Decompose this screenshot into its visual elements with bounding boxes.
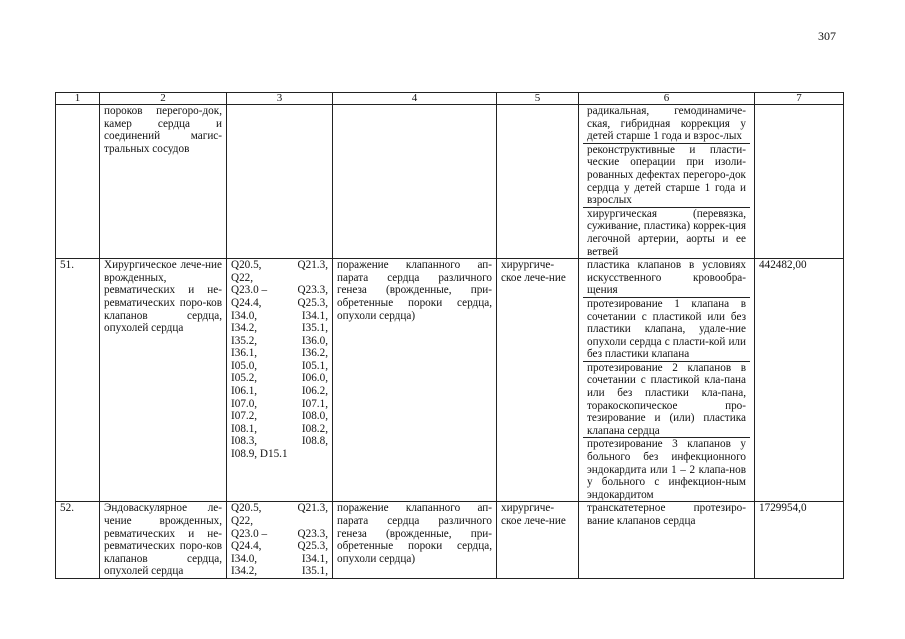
- icd-code: I06.2,: [301, 385, 328, 398]
- column-number: 5: [497, 93, 579, 105]
- icd-code-line: [231, 448, 328, 461]
- icd-code: I34.0,: [231, 309, 258, 322]
- medical-procedures-table: [55, 92, 844, 579]
- icd-code-line: [231, 372, 328, 385]
- icd-code: I34.2,: [231, 565, 258, 578]
- icd-code: Q21.3,: [297, 502, 328, 515]
- icd-code: I05.2,: [231, 372, 258, 385]
- icd-code: I08.9, D15.1: [231, 448, 288, 461]
- icd-code-line: [231, 540, 328, 553]
- icd-code-line: [231, 528, 328, 541]
- icd-codes: [227, 105, 333, 259]
- icd-code: I07.1,: [301, 397, 328, 410]
- icd-code: I34.1,: [301, 552, 328, 565]
- icd-code: I08.2,: [301, 422, 328, 435]
- icd-code: I08.0,: [301, 410, 328, 423]
- treatment-method: транскатетерное протезиро-вание клапанов сердца: [587, 502, 746, 527]
- icd-code: Q24.4,: [231, 296, 262, 309]
- icd-code: Q25.3,: [297, 540, 328, 553]
- icd-code: I34.1,: [301, 309, 328, 322]
- icd-code: I08.1,: [231, 422, 258, 435]
- icd-code-line: [231, 310, 328, 323]
- column-number: 6: [579, 93, 755, 105]
- icd-code: Q23.0 –: [231, 284, 268, 297]
- icd-code-line: [231, 360, 328, 373]
- icd-code: I05.0,: [231, 359, 258, 372]
- treatment-method: реконструктивные и пласти-ческие операции при изоли-рованных дефектах перегоро-док сердца у детей старше 1 года и взрослых: [583, 144, 750, 208]
- icd-code: I34.2,: [231, 322, 258, 335]
- icd-code: I06.0,: [301, 372, 328, 385]
- treatment-method: пластика клапанов в условиях искусственного кровообра-щения: [583, 259, 750, 298]
- treatment-type: [497, 105, 579, 259]
- row-number: 52.: [56, 502, 100, 579]
- icd-code: Q23.0 –: [231, 527, 268, 540]
- icd-codes: [227, 259, 333, 502]
- icd-code-line: [231, 423, 328, 436]
- icd-code-line: [231, 272, 328, 285]
- icd-code: Q25.3,: [297, 296, 328, 309]
- table-row: [56, 105, 844, 259]
- icd-code-line: [231, 335, 328, 348]
- column-number: 7: [755, 93, 844, 105]
- row-number: [56, 105, 100, 259]
- icd-code: I34.0,: [231, 552, 258, 565]
- patient-model: поражение клапанного ап-парата сердца различного генеза (врожденные, при-обретенные пороки сердца, опухоли сердца): [333, 502, 497, 579]
- row-number: 51.: [56, 259, 100, 502]
- icd-code-line: [231, 435, 328, 448]
- icd-code: I35.2,: [231, 334, 258, 347]
- treatment-methods: [579, 105, 755, 259]
- icd-code-line: [231, 515, 328, 528]
- icd-code-line: [231, 297, 328, 310]
- treatment-method: радикальная, гемодинамиче-ская, гибридная коррекция у детей старше 1 года и взрос-лых: [583, 105, 750, 144]
- treatment-type: хирургиче-ское лече-ние: [497, 502, 579, 579]
- icd-code: Q20.5,: [231, 259, 262, 272]
- icd-code: I08.3,: [231, 435, 258, 448]
- icd-code-line: [231, 259, 328, 272]
- care-type-name: Эндоваскулярное ле-чение врожденных, ревматических и не-ревматических поро-ков клапанов сердца, опухолей сердца: [100, 502, 227, 579]
- financial-norm: 1729954,0: [755, 502, 844, 579]
- column-number-row: [56, 93, 844, 105]
- icd-code-line: [231, 565, 328, 578]
- icd-code: I06.1,: [231, 385, 258, 398]
- icd-code: I05.1,: [301, 359, 328, 372]
- icd-code-line: [231, 322, 328, 335]
- icd-code: I36.0,: [301, 334, 328, 347]
- icd-code: Q22,: [231, 271, 254, 284]
- icd-code: I36.2,: [301, 347, 328, 360]
- treatment-method: хирургическая (перевязка, суживание, пластика) коррек-ция легочной артерии, аорты и ее ветвей: [587, 207, 746, 258]
- column-number: 1: [56, 93, 100, 105]
- icd-code-line: [231, 284, 328, 297]
- icd-code: I07.2,: [231, 410, 258, 423]
- icd-code-line: [231, 347, 328, 360]
- icd-code-line: [231, 398, 328, 411]
- treatment-method: протезирование 3 клапанов у больного без инфекционного эндокардита или 1 – 2 клапа-нов у больного с инфекцион-ным эндокардитом: [587, 438, 746, 501]
- icd-codes: [227, 502, 333, 579]
- page-number: 307: [818, 29, 836, 43]
- column-number: 4: [333, 93, 497, 105]
- table-row: [56, 259, 844, 502]
- treatment-method: протезирование 2 клапанов в сочетании с пластикой кла-пана или без пластики кла-пана, торакоскопическое про-тезирование и (или) пластика клапана сердца: [583, 362, 750, 439]
- table-row: [56, 502, 844, 579]
- treatment-method: протезирование 1 клапана в сочетании с пластикой или без пластики клапана, удале-ние опухоли сердца с пласти-кой или без пластики клапана: [583, 298, 750, 362]
- treatment-methods: [579, 259, 755, 502]
- icd-code-line: [231, 410, 328, 423]
- icd-code: Q20.5,: [231, 502, 262, 515]
- icd-code: Q23.3,: [297, 284, 328, 297]
- icd-code-line: [231, 553, 328, 566]
- treatment-type: хирургиче-ское лече-ние: [497, 259, 579, 502]
- icd-code: I35.1,: [301, 565, 328, 578]
- icd-code-line: [231, 385, 328, 398]
- icd-code: Q23.3,: [297, 527, 328, 540]
- patient-model: [333, 105, 497, 259]
- icd-code: I35.1,: [301, 322, 328, 335]
- icd-code: I07.0,: [231, 397, 258, 410]
- icd-code: I08.8,: [301, 435, 328, 448]
- care-type-name: пороков перегоро-док, камер сердца и соединений магис-тральных сосудов: [100, 105, 227, 259]
- icd-code: Q21.3,: [297, 259, 328, 272]
- column-number: 3: [227, 93, 333, 105]
- financial-norm: [755, 105, 844, 259]
- financial-norm: 442482,00: [755, 259, 844, 502]
- treatment-methods: [579, 502, 755, 579]
- icd-code-line: [231, 502, 328, 515]
- icd-code: Q22,: [231, 515, 254, 527]
- icd-code: Q24.4,: [231, 540, 262, 553]
- patient-model: поражение клапанного ап-парата сердца различного генеза (врожденные, при-обретенные пороки сердца, опухоли сердца): [333, 259, 497, 502]
- icd-code: I36.1,: [231, 347, 258, 360]
- column-number: 2: [100, 93, 227, 105]
- care-type-name: Хирургическое лече-ние врожденных, ревматических и не-ревматических поро-ков клапанов сердца, опухолей сердца: [100, 259, 227, 502]
